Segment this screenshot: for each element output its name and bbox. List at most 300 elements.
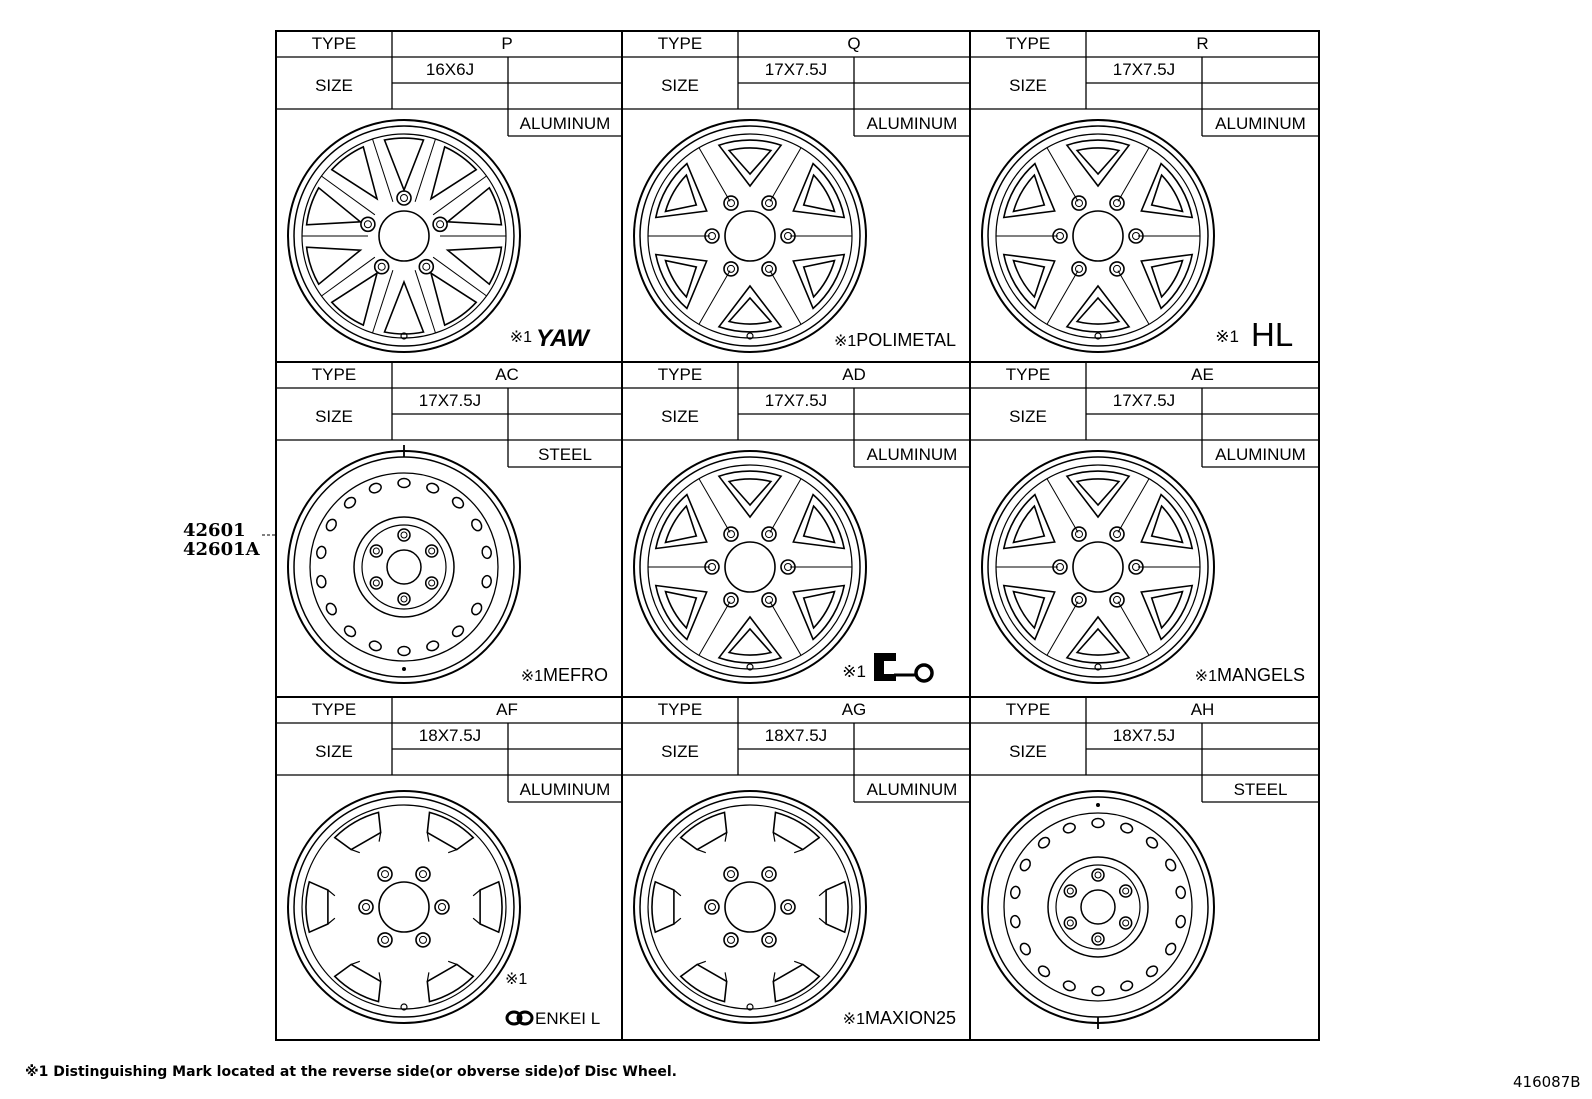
vent-hole: [1037, 964, 1052, 979]
lug-hole: [1072, 196, 1086, 210]
spoke-ridge: [1047, 602, 1078, 656]
lug-hole: [705, 900, 719, 914]
distinguishing-mark: MAXION25: [864, 1008, 956, 1028]
lug-hole: [433, 217, 447, 231]
spoke-window: [427, 964, 473, 1001]
lug-nut: [1095, 872, 1101, 878]
lug-hole: [378, 867, 392, 881]
lug-nut: [1123, 888, 1129, 894]
vent-hole: [1037, 835, 1052, 850]
spoke-window: [480, 882, 502, 932]
spoke-window: [826, 882, 848, 932]
lug-hole: [398, 529, 410, 541]
lug-hole: [435, 900, 449, 914]
lug-nut: [373, 548, 379, 554]
distinguishing-mark-line: [1195, 665, 1305, 685]
lug-hole: [1064, 917, 1076, 929]
size-value: 18X7.5J: [1112, 726, 1176, 745]
type-label: TYPE: [311, 700, 357, 719]
mark-prefix: ※1: [1194, 668, 1217, 685]
lug-hole: [1064, 885, 1076, 897]
lug-nut: [429, 548, 435, 554]
spoke-window: [448, 188, 502, 225]
lug-nut: [728, 531, 735, 538]
spoke-window: [335, 964, 381, 1001]
type-value: AD: [842, 365, 866, 384]
spoke-window: [1014, 175, 1045, 211]
mark-prefix: ※1: [833, 333, 857, 350]
mark-prefix: ※1: [842, 662, 866, 681]
spoke-window: [656, 586, 707, 640]
vent-hole: [1164, 942, 1178, 957]
spoke-window: [719, 471, 781, 517]
type-label: TYPE: [311, 365, 357, 384]
lug-nut: [766, 871, 773, 878]
part-number-2: 42601A: [183, 539, 260, 560]
distinguishing-mark: POLIMETAL: [856, 330, 956, 350]
spoke-ridge: [1047, 271, 1078, 325]
wheel-ac: [288, 445, 520, 683]
vent-hole: [1145, 964, 1160, 979]
size-label: SIZE: [661, 407, 699, 426]
size-label: SIZE: [315, 742, 353, 761]
center-bore: [1081, 890, 1115, 924]
spoke-window: [793, 255, 844, 309]
wheel-ad: [634, 451, 866, 683]
spoke-window: [719, 617, 781, 663]
lug-nut: [382, 936, 389, 943]
type-label: TYPE: [657, 365, 703, 384]
lug-nut: [1076, 200, 1083, 207]
type-value: R: [1196, 34, 1209, 53]
vent-hole: [1092, 819, 1104, 828]
lug-nut: [1114, 200, 1121, 207]
spoke-window: [1141, 495, 1192, 549]
lug-nut: [363, 904, 370, 911]
lug-hole: [419, 260, 433, 274]
lug-hole: [1120, 917, 1132, 929]
vent-hole: [368, 482, 382, 495]
spoke-window: [1152, 592, 1183, 628]
lug-hole: [397, 191, 411, 205]
lug-hole: [416, 867, 430, 881]
spoke-ridge: [699, 148, 730, 202]
wheels-layer: [288, 120, 1214, 1029]
spoke-window: [448, 247, 502, 284]
lug-nut: [401, 532, 407, 538]
type-value: AH: [1190, 700, 1215, 719]
lug-nut: [1067, 888, 1073, 894]
lug-nut: [420, 936, 427, 943]
lug-hole: [781, 900, 795, 914]
material-label: STEEL: [538, 445, 592, 464]
lug-nut: [1076, 596, 1083, 603]
spoke-window: [666, 261, 697, 297]
lug-nut: [1114, 531, 1121, 538]
spoke-ridge: [433, 257, 486, 296]
spoke-ridge: [1047, 148, 1078, 202]
disc-edge: [1004, 813, 1192, 1001]
spoke-window: [1152, 261, 1183, 297]
spoke-ridge: [770, 602, 801, 656]
wheel-ah: [982, 791, 1214, 1029]
distinguishing-mark-line: [521, 665, 608, 685]
disc-edge: [310, 473, 498, 661]
lug-nut: [709, 904, 716, 911]
lug-hole: [426, 577, 438, 589]
lug-hole: [426, 545, 438, 557]
spoke-window: [656, 255, 707, 309]
size-value: 17X7.5J: [418, 391, 482, 410]
rim-outer: [288, 451, 520, 683]
wheel-ag: [634, 791, 866, 1023]
lug-hole: [370, 577, 382, 589]
rim-inner: [294, 797, 514, 1017]
spoke-window: [1004, 255, 1055, 309]
vent-hole: [368, 640, 382, 653]
lug-nut: [429, 580, 435, 586]
lug-nut: [728, 871, 735, 878]
lug-hole: [1110, 196, 1124, 210]
lug-hole: [724, 933, 738, 947]
lug-hole: [416, 933, 430, 947]
lug-hole: [724, 867, 738, 881]
spoke-edge: [674, 890, 681, 924]
spoke-ridge: [1047, 479, 1078, 533]
valve-mark: [1096, 803, 1100, 807]
material-label: ALUMINUM: [519, 114, 611, 133]
lug-nut: [382, 871, 389, 878]
vent-hole: [1175, 886, 1186, 899]
spoke-window: [666, 506, 697, 542]
vent-hole: [1145, 835, 1160, 850]
spoke-window: [385, 138, 424, 190]
type-label: TYPE: [311, 34, 357, 53]
size-label: SIZE: [315, 407, 353, 426]
spoke-ridge: [1118, 602, 1149, 656]
size-value: 17X7.5J: [764, 391, 828, 410]
lug-hole: [359, 900, 373, 914]
spoke-window: [1014, 592, 1045, 628]
center-bore: [1073, 542, 1123, 592]
rim-outer: [634, 791, 866, 1023]
spoke-window: [1067, 471, 1129, 517]
lug-hole: [1110, 593, 1124, 607]
lug-nut: [766, 531, 773, 538]
spoke-window: [681, 964, 727, 1001]
lug-hole: [375, 260, 389, 274]
distinguishing-mark: MANGELS: [1216, 665, 1305, 685]
spoke-window: [804, 261, 835, 297]
size-label: SIZE: [1009, 742, 1047, 761]
spoke-ridge: [433, 176, 486, 215]
size-value: 17X7.5J: [764, 60, 828, 79]
lug-hole: [1092, 869, 1104, 881]
spoke-window: [656, 495, 707, 549]
vent-hole: [481, 546, 492, 559]
distinguishing-mark: ENKEI L: [535, 1009, 601, 1028]
lug-hole: [762, 196, 776, 210]
valve-mark: [402, 667, 406, 671]
spoke-window: [306, 882, 328, 932]
lug-hole: [762, 933, 776, 947]
lug-hole: [762, 867, 776, 881]
spoke-window: [307, 247, 361, 284]
vent-hole: [426, 640, 440, 653]
spoke-window: [652, 882, 674, 932]
spoke-window: [681, 812, 727, 849]
lug-nut: [728, 265, 735, 272]
footnote: ※1 Distinguishing Mark located at the reverse side(or obverse side)of Disc Wheel.: [25, 1064, 677, 1080]
vent-hole: [1120, 822, 1134, 835]
spoke-ridge: [770, 479, 801, 533]
wheel-af: [288, 791, 520, 1023]
spoke-window: [1152, 175, 1183, 211]
mark-prefix: ※1: [509, 329, 532, 346]
spoke-window: [332, 147, 377, 199]
spoke-window: [804, 506, 835, 542]
center-bore: [1073, 211, 1123, 261]
size-label: SIZE: [1009, 407, 1047, 426]
spoke-window: [804, 175, 835, 211]
lug-nut: [437, 221, 444, 228]
spoke-window: [1141, 255, 1192, 309]
spoke-window: [773, 812, 819, 849]
co-logo-cut: [884, 661, 904, 674]
lug-nut: [401, 195, 408, 202]
size-label: SIZE: [661, 742, 699, 761]
size-value: 17X7.5J: [1112, 60, 1176, 79]
center-bore: [379, 882, 429, 932]
spoke-window: [307, 188, 361, 225]
co-logo-icon: [874, 653, 932, 681]
size-label: SIZE: [1009, 76, 1047, 95]
lug-nut: [1067, 920, 1073, 926]
spoke-window: [719, 140, 781, 186]
size-value: 17X7.5J: [1112, 391, 1176, 410]
vent-hole: [343, 624, 358, 639]
spoke-window: [666, 175, 697, 211]
distinguishing-mark-line: [834, 330, 956, 350]
rim-flange: [648, 805, 852, 1009]
spoke-window: [1141, 586, 1192, 640]
vent-hole: [1175, 915, 1186, 928]
spoke-window: [1067, 140, 1129, 186]
lug-nut: [1095, 936, 1101, 942]
spoke-ridge: [1118, 148, 1149, 202]
spoke-window: [666, 592, 697, 628]
lug-hole: [724, 527, 738, 541]
lug-nut: [728, 596, 735, 603]
lug-hole: [1072, 527, 1086, 541]
lug-hole: [1110, 262, 1124, 276]
spoke-window: [1004, 495, 1055, 549]
type-value: AG: [841, 700, 867, 719]
spoke-ridge: [770, 271, 801, 325]
spoke-window: [431, 147, 476, 199]
material-label: ALUMINUM: [866, 445, 958, 464]
distinguishing-mark: HL: [1251, 316, 1294, 353]
spoke-window: [1077, 148, 1119, 174]
spoke-window: [719, 286, 781, 332]
lug-hole: [1092, 933, 1104, 945]
material-label: ALUMINUM: [519, 780, 611, 799]
distinguishing-mark: YAW: [536, 325, 589, 352]
spoke-window: [729, 629, 771, 655]
spoke-window: [1004, 586, 1055, 640]
spoke-window: [773, 964, 819, 1001]
type-label: TYPE: [657, 34, 703, 53]
vent-hole: [324, 602, 338, 617]
type-value: AF: [496, 700, 518, 719]
lug-nut: [785, 904, 792, 911]
vent-hole: [324, 518, 338, 533]
spoke-window: [1077, 298, 1119, 324]
rim-flange: [302, 805, 506, 1009]
vent-hole: [1092, 987, 1104, 996]
spoke-ridge: [699, 479, 730, 533]
size-value: 18X7.5J: [764, 726, 828, 745]
lug-hole: [724, 262, 738, 276]
type-value: AE: [1191, 365, 1214, 384]
wheel-r: [982, 120, 1214, 352]
vent-hole: [1062, 980, 1076, 993]
spoke-ridge: [322, 257, 375, 296]
vent-hole: [426, 482, 440, 495]
mark-prefix: ※1: [520, 668, 543, 685]
vent-hole: [1120, 980, 1134, 993]
rim-inner: [640, 797, 860, 1017]
lug-hole: [1110, 527, 1124, 541]
wheel-p: [288, 120, 520, 352]
lug-nut: [728, 200, 735, 207]
spoke-ridge: [699, 602, 730, 656]
co-logo-ring: [916, 665, 932, 681]
spoke-edge: [328, 890, 335, 924]
enkei-logo-icon: [507, 1012, 532, 1024]
wheel-q: [634, 120, 866, 352]
center-bore: [725, 542, 775, 592]
vent-hole: [1062, 822, 1076, 835]
lug-nut: [364, 221, 371, 228]
spoke-window: [804, 592, 835, 628]
distinguishing-mark-line: [843, 1008, 956, 1028]
spoke-window: [332, 273, 377, 325]
lug-nut: [373, 580, 379, 586]
lug-hole: [1072, 262, 1086, 276]
lug-hole: [1120, 885, 1132, 897]
lug-hole: [370, 545, 382, 557]
mark-prefix: ※1: [505, 971, 528, 988]
vent-hole: [451, 624, 466, 639]
spoke-window: [793, 495, 844, 549]
lug-nut: [439, 904, 446, 911]
material-label: STEEL: [1233, 780, 1288, 799]
vent-hole: [1010, 915, 1021, 928]
mark-prefix: ※1: [842, 1011, 865, 1028]
type-label: TYPE: [1005, 34, 1051, 53]
spoke-window: [656, 164, 707, 218]
spoke-window: [1077, 479, 1119, 505]
vent-hole: [470, 518, 484, 533]
wheel-ae: [982, 451, 1214, 683]
center-bore: [725, 211, 775, 261]
lug-hole: [762, 262, 776, 276]
lug-nut: [1114, 265, 1121, 272]
spoke-ridge: [699, 271, 730, 325]
lug-hole: [762, 593, 776, 607]
vent-hole: [316, 546, 327, 559]
mark-prefix: ※1: [1215, 327, 1239, 346]
figure-id: 416087B: [1513, 1073, 1581, 1091]
distinguishing-mark: MEFRO: [543, 665, 608, 685]
size-value: 18X7.5J: [418, 726, 482, 745]
spoke-window: [1141, 164, 1192, 218]
lug-nut: [1123, 920, 1129, 926]
size-label: SIZE: [661, 76, 699, 95]
rim-outer: [982, 791, 1214, 1023]
spoke-window: [1077, 629, 1119, 655]
spoke-window: [385, 282, 424, 334]
center-bore: [379, 211, 429, 261]
lug-nut: [1076, 531, 1083, 538]
spoke-window: [431, 273, 476, 325]
lug-hole: [398, 593, 410, 605]
size-label: SIZE: [315, 76, 353, 95]
spoke-window: [1067, 617, 1129, 663]
lug-hole: [378, 933, 392, 947]
center-bore: [725, 882, 775, 932]
material-label: ALUMINUM: [866, 780, 958, 799]
vent-hole: [1018, 858, 1032, 873]
type-label: TYPE: [1005, 700, 1051, 719]
spoke-edge: [819, 890, 826, 924]
lug-hole: [1072, 593, 1086, 607]
vent-hole: [398, 479, 410, 488]
lug-nut: [1076, 265, 1083, 272]
spoke-window: [793, 164, 844, 218]
lug-nut: [420, 871, 427, 878]
spoke-window: [1152, 506, 1183, 542]
spoke-window: [427, 812, 473, 849]
spoke-ridge: [322, 176, 375, 215]
part-number-1: 42601: [183, 520, 246, 541]
spoke-ridge: [770, 148, 801, 202]
lug-nut: [423, 263, 430, 270]
size-value: 16X6J: [425, 60, 475, 79]
vent-hole: [470, 602, 484, 617]
type-value: AC: [495, 365, 519, 384]
vent-hole: [1164, 858, 1178, 873]
material-label: ALUMINUM: [1215, 114, 1306, 133]
vent-hole: [398, 647, 410, 656]
material-label: ALUMINUM: [866, 114, 958, 133]
rim-outer: [288, 791, 520, 1023]
lug-nut: [1114, 596, 1121, 603]
spoke-window: [1014, 506, 1045, 542]
lug-hole: [724, 593, 738, 607]
lug-nut: [378, 263, 385, 270]
spoke-window: [729, 148, 771, 174]
type-value: P: [501, 34, 513, 53]
text-layer: [312, 34, 1306, 1028]
lug-nut: [766, 936, 773, 943]
spoke-window: [729, 479, 771, 505]
center-bore: [387, 550, 421, 584]
lug-hole: [762, 527, 776, 541]
lug-hole: [361, 217, 375, 231]
spoke-window: [1014, 261, 1045, 297]
